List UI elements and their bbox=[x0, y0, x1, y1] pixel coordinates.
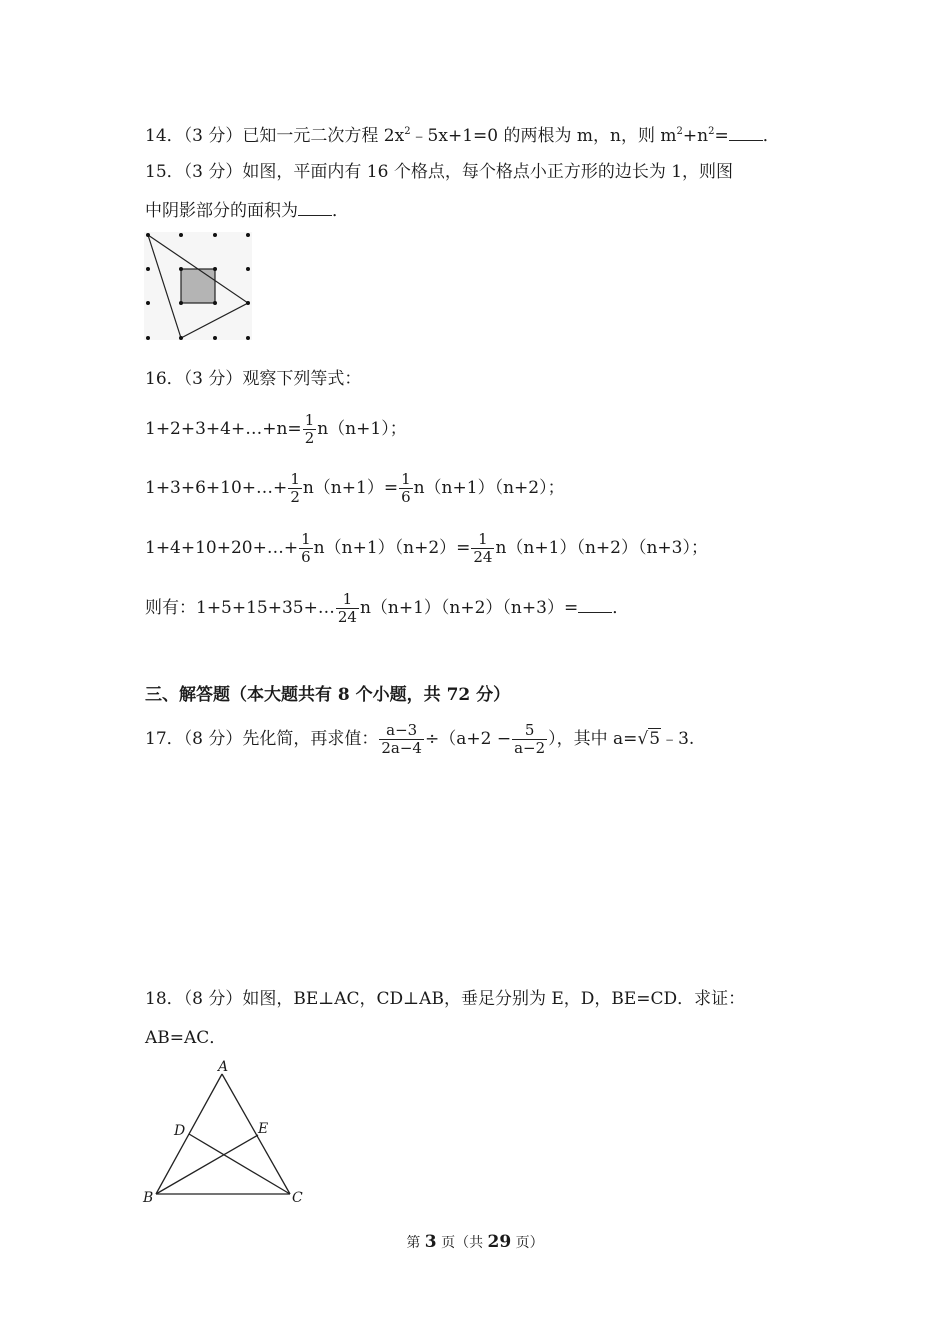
fraction: $\frac{1}{2}$ bbox=[304, 411, 315, 447]
question-15: 15．（3 分）如图，平面内有 16 个格点，每个格点小正方形的边长为 1，则图 bbox=[145, 162, 734, 182]
question-15-line2: 中阴影部分的面积为 ． bbox=[145, 201, 349, 221]
label-e: E bbox=[258, 1121, 269, 1137]
answer-blank bbox=[729, 124, 763, 141]
shaded-square bbox=[181, 269, 215, 303]
page-number: 3 bbox=[424, 1232, 437, 1252]
page-footer: 第 3 页（共 29 页） bbox=[406, 1232, 544, 1252]
side-ac bbox=[222, 1074, 290, 1194]
question-16: 16．（3 分）观察下列等式： bbox=[145, 369, 362, 389]
fraction: $\frac{1}{24}$ bbox=[337, 590, 357, 626]
fraction: $\frac{1}{6}$ bbox=[301, 530, 311, 566]
segment-be bbox=[156, 1135, 258, 1194]
equation-2: 1+3+6+10+…+ $\frac{1}{2}$ n（n+1）= $\frac{1}{6}$ n（n+1）（n+2）； bbox=[145, 470, 565, 506]
question-18-line2: AB=AC． bbox=[145, 1028, 227, 1048]
question-14: 14．（3 分）已知一元二次方程 $2x^2﹣5x+1=0$ 的两根为 m，n，则 $m^2+n^2=$ ． bbox=[145, 126, 780, 146]
total-pages: 29 bbox=[487, 1232, 512, 1252]
label-d: D bbox=[174, 1123, 186, 1139]
label-b: B bbox=[143, 1190, 154, 1206]
answer-blank bbox=[578, 596, 612, 613]
fraction: $\frac{1}{6}$ bbox=[401, 470, 411, 506]
segment-cd bbox=[189, 1134, 290, 1194]
question-18: 18．（8 分）如图，BE⊥AC，CD⊥AB，垂足分别为 E，D，BE=CD．求证： bbox=[145, 989, 746, 1009]
fraction: $\frac{1}{2}$ bbox=[290, 470, 300, 506]
grid-figure bbox=[140, 228, 260, 346]
section-heading: 三、解答题（本大题共有 8 个小题，共 72 分） bbox=[145, 685, 511, 705]
fraction: $\frac{5}{a-2}$ bbox=[514, 721, 546, 757]
answer-blank bbox=[298, 199, 332, 216]
label-a: A bbox=[218, 1059, 229, 1075]
question-17: 17．（8 分）先化简，再求值： $\frac{a-3}{2a-4}$ ÷（a+2 − $\frac{5}{a-2}$ ），其中 a=√5﹣3. bbox=[145, 721, 695, 757]
equation-3: 1+4+10+20+…+ $\frac{1}{6}$ n（n+1）（n+2）= $\frac{1}{24}$ n（n+1）（n+2）（n+3）； bbox=[145, 530, 708, 566]
fraction: $\frac{1}{24}$ bbox=[473, 530, 493, 566]
triangle-figure bbox=[138, 1055, 318, 1210]
equation-4: 则有：1+5+15+35+… $\frac{1}{24}$ n（n+1）（n+2）（n+3）= ． bbox=[145, 590, 630, 626]
fraction: $\frac{a-3}{2a-4}$ bbox=[381, 721, 422, 757]
equation-1: 1+2+3+4+…+n= $\frac{1}{2}$ n（n+1）； bbox=[145, 411, 407, 447]
label-c: C bbox=[292, 1190, 303, 1206]
